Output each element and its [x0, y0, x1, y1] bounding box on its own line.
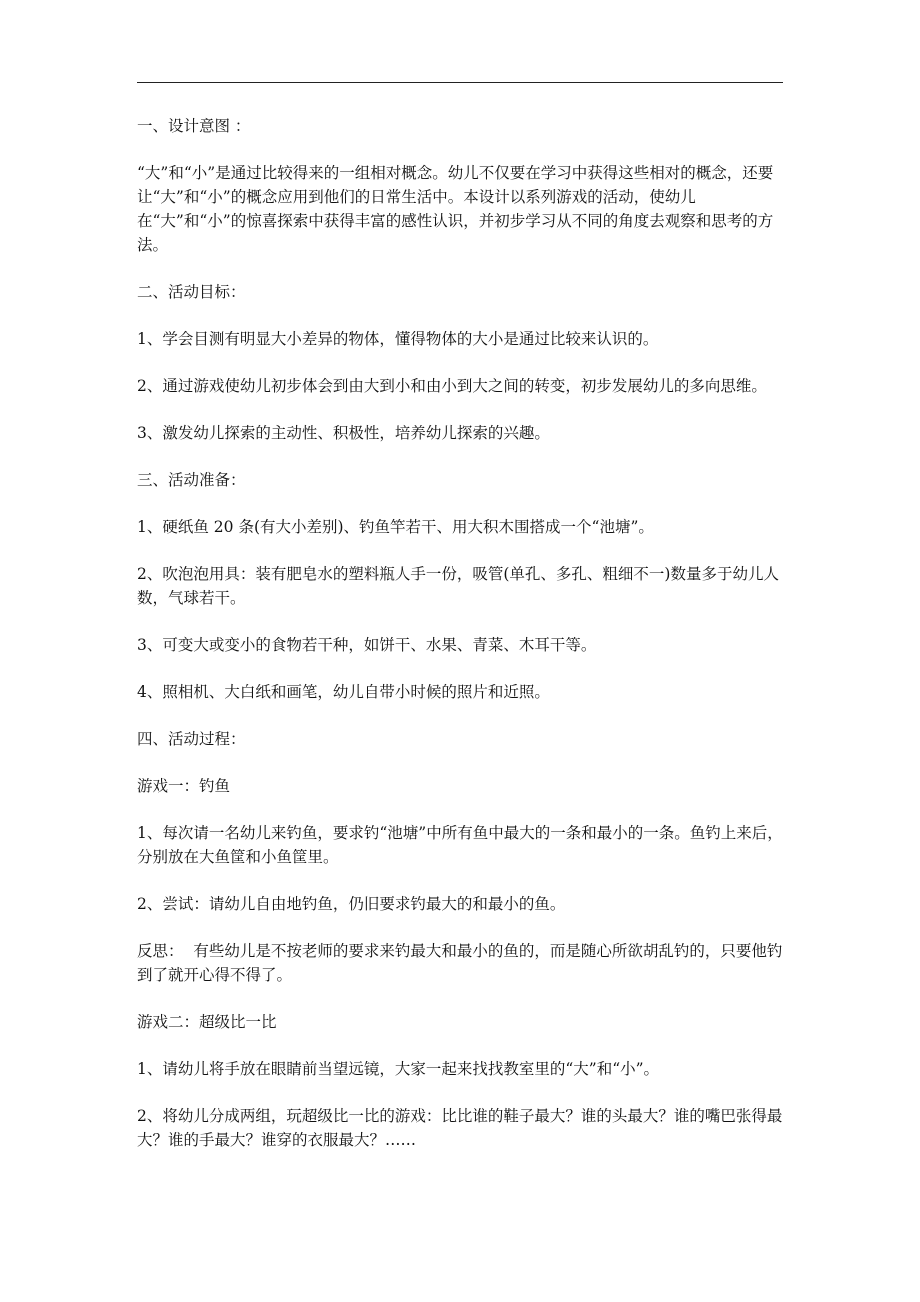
- game-two-step-2: 2、将幼儿分成两组，玩超级比一比的游戏：比比谁的鞋子最大？谁的头最大？谁的嘴巴张得最大？谁的手最大？谁穿的衣服最大？……: [137, 1107, 783, 1149]
- section-heading-process: 四、活动过程：: [137, 730, 246, 748]
- section-heading-preparation: 三、活动准备：: [137, 471, 246, 489]
- game-two-heading: 游戏二：超级比一比: [137, 1013, 277, 1031]
- game-two-step-1: 1、请幼儿将手放在眼睛前当望远镜，大家一起来找找教室里的“大”和“小”。: [137, 1060, 660, 1078]
- preparation-item-1: 1、硬纸鱼 20 条(有大小差别)、钓鱼竿若干、用大积木围搭成一个“池塘”。: [137, 518, 654, 536]
- game-one-heading: 游戏一：钓鱼: [137, 777, 231, 795]
- header-rule: [137, 82, 783, 83]
- section-heading-design-intent: 一、设计意图 ：: [137, 117, 251, 135]
- goal-item-3: 3、激发幼儿探索的主动性、积极性，培养幼儿探索的兴趣。: [137, 424, 550, 442]
- preparation-item-2: 2、吹泡泡用具：装有肥皂水的塑料瓶人手一份，吸管(单孔、多孔、粗细不一)数量多于幼儿人数，气球若干。: [137, 565, 779, 607]
- goal-item-2: 2、通过游戏使幼儿初步体会到由大到小和由小到大之间的转变，初步发展幼儿的多向思维。: [137, 377, 767, 395]
- reflection-paragraph: 反思： 有些幼儿是不按老师的要求来钓最大和最小的鱼的，而是随心所欲胡乱钓的，只要他钓到了就开心得不得了。: [137, 942, 783, 984]
- intent-paragraph: “大”和“小”是通过比较得来的一组相对概念。幼儿不仅要在学习中获得这些相对的概念，还要让“大”和“小”的概念应用到他们的日常生活中。本设计以系列游戏的活动，使幼儿在“大”和“小”的惊喜探索中获得丰富的感性认识，并初步学习从不同的角度去观察和思考的方法。: [137, 164, 774, 254]
- section-heading-goals: 二、活动目标：: [137, 283, 246, 301]
- goal-item-1: 1、学会目测有明显大小差异的物体，懂得物体的大小是通过比较来认识的。: [137, 330, 659, 348]
- preparation-item-4: 4、照相机、大白纸和画笔，幼儿自带小时候的照片和近照。: [137, 683, 550, 701]
- game-one-step-2: 2、尝试：请幼儿自由地钓鱼，仍旧要求钓最大的和最小的鱼。: [137, 895, 566, 913]
- game-one-step-1: 1、每次请一名幼儿来钓鱼，要求钓“池塘”中所有鱼中最大的一条和最小的一条。鱼钓上来后，分别放在大鱼筐和小鱼筐里。: [137, 824, 783, 866]
- document-body: [137, 114, 783, 1175]
- preparation-item-3: 3、可变大或变小的食物若干种，如饼干、水果、青菜、木耳干等。: [137, 636, 597, 654]
